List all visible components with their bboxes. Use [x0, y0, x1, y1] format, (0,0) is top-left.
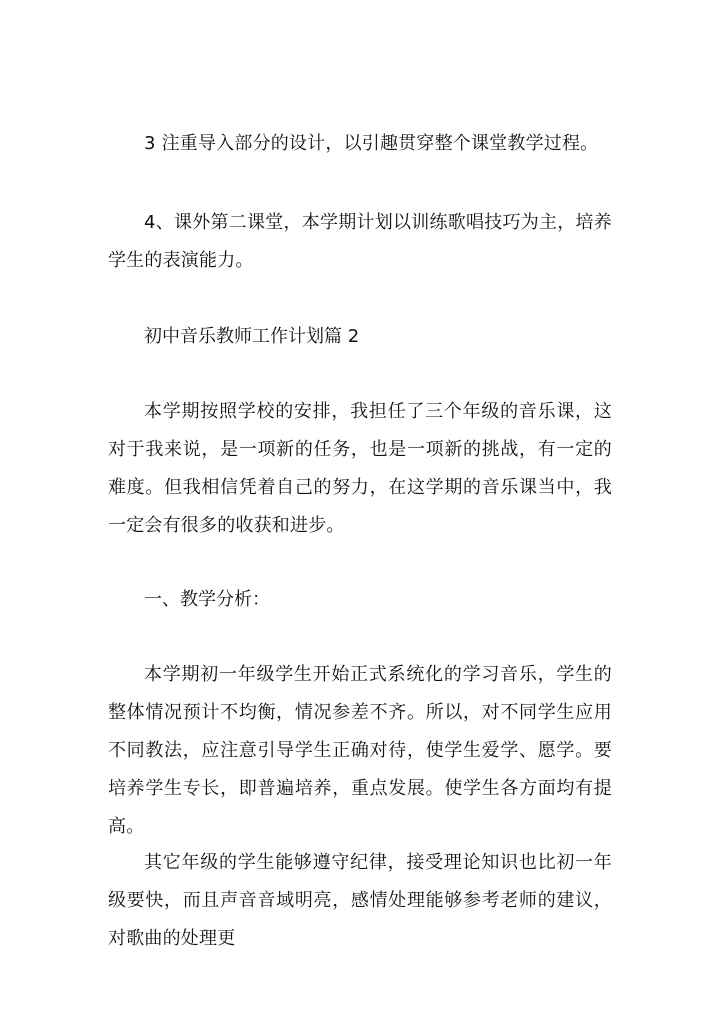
paragraph-other-grades: 其它年级的学生能够遵守纪律，接受理论知识也比初一年级要快，而且声音音域明亮，感情处理能够参考老师的建议，对歌曲的处理更	[108, 852, 612, 949]
paragraph-grade-one-analysis: 本学期初一年级学生开始正式系统化的学习音乐，学生的整体情况预计不均衡，情况参差不齐。所以，对不同学生应用不同教法，应注意引导学生正确对待，使学生爱学、愿学。要培养学生专长，即普遍培养，重点发展。使学生各方面均有提高。	[108, 664, 612, 837]
paragraph-extracurricular: 4、课外第二课堂，本学期计划以训练歌唱技巧为主，培养学生的表演能力。	[108, 212, 612, 271]
subheading-teaching-analysis: 一、教学分析：	[144, 589, 270, 610]
section-title: 初中音乐教师工作计划篇 2	[144, 326, 360, 347]
paragraph-introduction: 本学期按照学校的安排，我担任了三个年级的音乐课，这对于我来说，是一项新的任务，也是一项新的挑战，有一定的难度。但我相信凭着自己的努力，在这学期的音乐课当中，我一定会有很多的收获和进步。	[108, 401, 612, 536]
paragraph-intro-design: 3 注重导入部分的设计，以引趣贯穿整个课堂教学过程。	[144, 133, 599, 154]
